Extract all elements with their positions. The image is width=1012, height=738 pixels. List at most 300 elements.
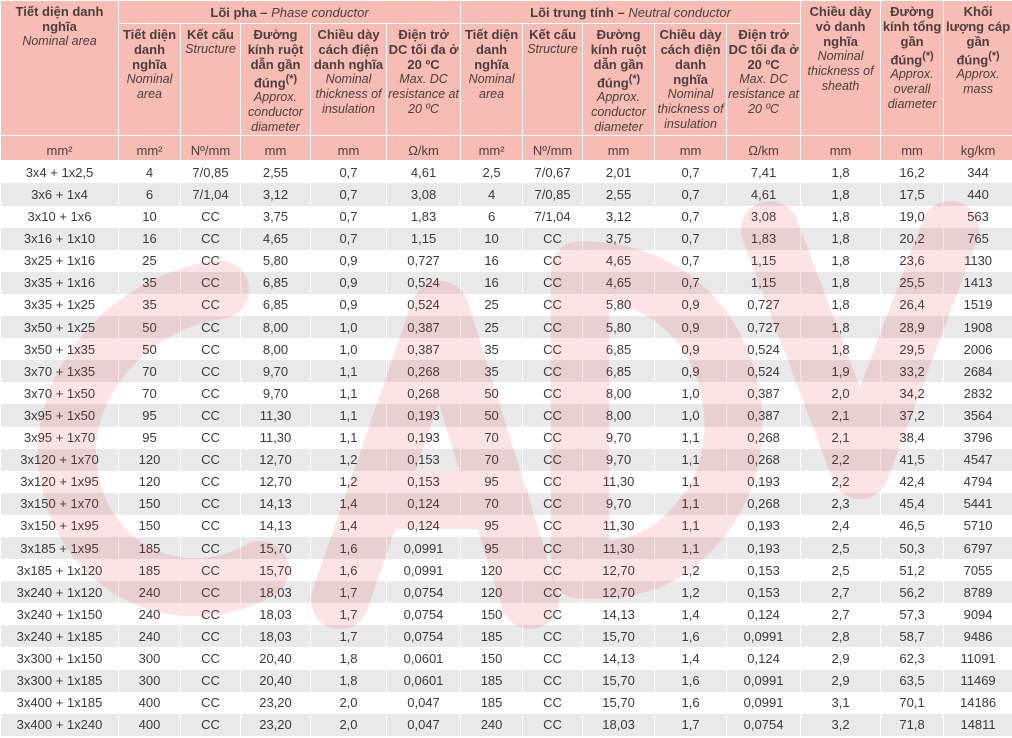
table-cell: 0,0601	[387, 647, 461, 669]
table-cell: 11,30	[583, 537, 655, 559]
table-cell: 4,61	[387, 161, 461, 184]
table-cell: 3x4 + 1x2,5	[1, 161, 119, 184]
table-cell: 1,1	[655, 471, 727, 493]
table-cell: 0,193	[727, 537, 801, 559]
table-cell: 8,00	[583, 404, 655, 426]
header-overall-diameter: Đường kính tổng gần đúng(*) Approx. overall diameter	[881, 1, 944, 136]
table-cell: 11,30	[241, 404, 311, 426]
table-cell: 8,00	[241, 338, 311, 360]
table-cell: 1,8	[801, 183, 881, 205]
table-cell: 0,727	[727, 316, 801, 338]
table-cell: 0,0991	[387, 559, 461, 581]
table-row	[1, 228, 1012, 250]
table-cell: 0,047	[387, 692, 461, 714]
table-cell: CC	[181, 427, 241, 449]
table-row	[1, 603, 1012, 625]
table-row	[1, 382, 1012, 404]
table-cell: CC	[181, 228, 241, 250]
table-row	[1, 338, 1012, 360]
table-cell: 15,70	[241, 537, 311, 559]
table-cell: 3x10 + 1x6	[1, 206, 119, 228]
table-cell: 1,8	[801, 228, 881, 250]
table-cell: 20,40	[241, 647, 311, 669]
table-cell: 70	[461, 427, 523, 449]
table-cell: 25	[119, 250, 181, 272]
table-cell: 0,7	[655, 183, 727, 205]
table-cell: 28,9	[881, 316, 944, 338]
table-cell: 5,80	[241, 250, 311, 272]
table-cell: CC	[523, 537, 583, 559]
table-cell: CC	[523, 338, 583, 360]
table-cell: 0,9	[655, 316, 727, 338]
table-cell: CC	[181, 250, 241, 272]
table-cell: 1,6	[655, 692, 727, 714]
table-cell: CC	[523, 581, 583, 603]
table-cell: 17,5	[881, 183, 944, 205]
table-cell: 0,124	[387, 515, 461, 537]
table-cell: 1,8	[801, 316, 881, 338]
table-cell: 8,00	[241, 316, 311, 338]
table-cell: 1,15	[387, 228, 461, 250]
table-cell: 95	[461, 471, 523, 493]
table-cell: 14186	[944, 692, 1012, 714]
table-row	[1, 471, 1012, 493]
table-cell: 3x70 + 1x50	[1, 382, 119, 404]
table-cell: 50,3	[881, 537, 944, 559]
table-cell: 120	[119, 471, 181, 493]
table-cell: 2,5	[801, 559, 881, 581]
table-cell: 3x150 + 1x70	[1, 493, 119, 515]
table-cell: 3x185 + 1x120	[1, 559, 119, 581]
table-cell: 1,2	[311, 449, 387, 471]
header-neutral-resistance: Điện trở DC tối đa ở 20 ºC Max. DC resistance at 20 ºC	[727, 24, 801, 136]
table-cell: 14,13	[583, 647, 655, 669]
table-cell: 1,0	[655, 382, 727, 404]
table-cell: 11091	[944, 647, 1012, 669]
table-cell: 1519	[944, 294, 1012, 316]
table-cell: 0,0991	[387, 537, 461, 559]
table-cell: 0,0991	[727, 670, 801, 692]
table-cell: 0,193	[727, 471, 801, 493]
table-cell: 0,7	[655, 161, 727, 184]
table-cell: 6,85	[583, 360, 655, 382]
table-cell: 1,15	[727, 272, 801, 294]
table-cell: 12,70	[583, 581, 655, 603]
table-cell: CC	[181, 581, 241, 603]
table-cell: 16	[119, 228, 181, 250]
table-cell: 41,5	[881, 449, 944, 471]
table-cell: 2,1	[801, 427, 881, 449]
table-cell: CC	[181, 559, 241, 581]
table-cell: 26,4	[881, 294, 944, 316]
table-cell: 1,15	[727, 250, 801, 272]
table-cell: 25	[461, 294, 523, 316]
table-cell: 16	[461, 250, 523, 272]
table-cell: 3x150 + 1x95	[1, 515, 119, 537]
table-cell: 1,8	[311, 647, 387, 669]
table-cell: 0,727	[387, 250, 461, 272]
table-cell: 20,2	[881, 228, 944, 250]
unit-cell: Nº/mm	[523, 136, 583, 161]
table-row	[1, 427, 1012, 449]
table-cell: 185	[119, 537, 181, 559]
table-cell: 23,20	[241, 714, 311, 736]
table-cell: CC	[523, 404, 583, 426]
table-row	[1, 250, 1012, 272]
table-cell: CC	[523, 250, 583, 272]
table-cell: 5,80	[583, 294, 655, 316]
table-cell: 20,40	[241, 670, 311, 692]
table-cell: 3x240 + 1x185	[1, 625, 119, 647]
table-row	[1, 183, 1012, 205]
table-cell: 150	[119, 515, 181, 537]
table-cell: 35	[119, 294, 181, 316]
table-cell: 23,6	[881, 250, 944, 272]
table-cell: CC	[523, 449, 583, 471]
table-cell: 0,9	[655, 338, 727, 360]
table-cell: 45,4	[881, 493, 944, 515]
table-cell: 1,8	[801, 272, 881, 294]
table-cell: 19,0	[881, 206, 944, 228]
table-cell: 1,6	[311, 559, 387, 581]
table-cell: 0,124	[727, 603, 801, 625]
table-cell: 3,1	[801, 692, 881, 714]
table-cell: 3x95 + 1x70	[1, 427, 119, 449]
table-cell: 4794	[944, 471, 1012, 493]
table-cell: 300	[119, 647, 181, 669]
table-cell: CC	[181, 404, 241, 426]
table-cell: CC	[523, 625, 583, 647]
unit-cell: mm	[311, 136, 387, 161]
table-cell: 0,9	[311, 294, 387, 316]
table-row	[1, 537, 1012, 559]
table-cell: 1,4	[655, 647, 727, 669]
table-row	[1, 515, 1012, 537]
table-cell: 6,85	[241, 272, 311, 294]
table-cell: 11,30	[241, 427, 311, 449]
table-cell: 58,7	[881, 625, 944, 647]
table-cell: 1,6	[311, 537, 387, 559]
table-cell: 1,2	[655, 559, 727, 581]
table-row	[1, 670, 1012, 692]
table-cell: 42,4	[881, 471, 944, 493]
table-cell: 1,1	[655, 427, 727, 449]
table-cell: 1,83	[387, 206, 461, 228]
table-cell: CC	[523, 382, 583, 404]
table-cell: 0,9	[311, 272, 387, 294]
table-cell: 4	[461, 183, 523, 205]
table-cell: 185	[119, 559, 181, 581]
table-cell: 0,0601	[387, 670, 461, 692]
table-cell: 0,047	[387, 714, 461, 736]
table-cell: 70	[119, 360, 181, 382]
table-cell: 1,83	[727, 228, 801, 250]
table-cell: 9,70	[583, 449, 655, 471]
table-row	[1, 449, 1012, 471]
table-cell: 0,727	[727, 294, 801, 316]
table-cell: 0,0991	[727, 692, 801, 714]
table-cell: CC	[523, 603, 583, 625]
table-cell: 10	[119, 206, 181, 228]
table-cell: 1,8	[801, 250, 881, 272]
table-cell: 3,75	[241, 206, 311, 228]
table-cell: 5710	[944, 515, 1012, 537]
table-cell: 8,00	[583, 382, 655, 404]
table-cell: 6797	[944, 537, 1012, 559]
unit-cell: mm	[655, 136, 727, 161]
table-row	[1, 581, 1012, 603]
table-cell: 0,7	[311, 183, 387, 205]
table-cell: CC	[523, 515, 583, 537]
table-row	[1, 316, 1012, 338]
table-cell: 3x240 + 1x150	[1, 603, 119, 625]
table-cell: 9094	[944, 603, 1012, 625]
table-row	[1, 714, 1012, 736]
table-cell: 50	[461, 382, 523, 404]
table-row	[1, 161, 1012, 184]
table-cell: 23,20	[241, 692, 311, 714]
table-cell: 14,13	[241, 493, 311, 515]
table-cell: 0,524	[727, 338, 801, 360]
table-cell: 16	[461, 272, 523, 294]
table-cell: 1,0	[311, 338, 387, 360]
table-cell: 3,12	[241, 183, 311, 205]
table-cell: 185	[461, 692, 523, 714]
unit-cell: mm	[881, 136, 944, 161]
table-cell: 0,193	[387, 404, 461, 426]
table-cell: 2,2	[801, 471, 881, 493]
header-nominal-area: Tiết diện danh nghĩa Nominal area	[1, 1, 119, 136]
table-cell: 0,7	[655, 272, 727, 294]
table-cell: 0,7	[311, 161, 387, 184]
table-cell: 2,0	[311, 692, 387, 714]
table-cell: 3x185 + 1x95	[1, 537, 119, 559]
header-phase-conductor: Lõi pha – Phase conductor	[119, 1, 461, 24]
table-cell: 2,1	[801, 404, 881, 426]
table-cell: 2,0	[311, 714, 387, 736]
table-cell: 18,03	[583, 714, 655, 736]
table-cell: 2,5	[461, 161, 523, 184]
table-cell: 3796	[944, 427, 1012, 449]
table-cell: 3,12	[583, 206, 655, 228]
table-cell: 3x240 + 1x120	[1, 581, 119, 603]
table-cell: 1,4	[311, 493, 387, 515]
table-cell: 1,1	[655, 515, 727, 537]
table-cell: CC	[523, 316, 583, 338]
table-row	[1, 493, 1012, 515]
table-cell: 150	[461, 647, 523, 669]
table-cell: 4,61	[727, 183, 801, 205]
table-cell: 1,6	[655, 670, 727, 692]
table-cell: 6	[119, 183, 181, 205]
table-cell: 7055	[944, 559, 1012, 581]
unit-cell: mm	[801, 136, 881, 161]
table-cell: 15,70	[583, 670, 655, 692]
table-cell: 10	[461, 228, 523, 250]
table-cell: 63,5	[881, 670, 944, 692]
header-neutral-conductor: Lõi trung tính – Neutral conductor	[461, 1, 801, 24]
table-cell: 2006	[944, 338, 1012, 360]
table-cell: 3,75	[583, 228, 655, 250]
table-cell: 7/0,67	[523, 161, 583, 184]
table-cell: 2,2	[801, 449, 881, 471]
table-cell: 0,124	[387, 493, 461, 515]
table-cell: 95	[461, 537, 523, 559]
table-cell: 35	[119, 272, 181, 294]
table-cell: CC	[181, 360, 241, 382]
table-cell: 3564	[944, 404, 1012, 426]
table-cell: 0,7	[655, 250, 727, 272]
table-cell: 185	[461, 625, 523, 647]
table-cell: 11,30	[583, 471, 655, 493]
table-cell: 300	[119, 670, 181, 692]
unit-cell: Nº/mm	[181, 136, 241, 161]
table-cell: 35	[461, 360, 523, 382]
table-row	[1, 404, 1012, 426]
table-cell: 57,3	[881, 603, 944, 625]
table-cell: 1,9	[801, 360, 881, 382]
unit-cell: kg/km	[944, 136, 1012, 161]
table-cell: 150	[461, 603, 523, 625]
header-neutral-structure: Kết cấu Structure	[523, 24, 583, 136]
header-neutral-conductor-diameter: Đường kính ruột dẫn gần đúng(*) Approx. conductor diameter	[583, 24, 655, 136]
table-cell: CC	[523, 714, 583, 736]
table-cell: 1908	[944, 316, 1012, 338]
table-cell: CC	[181, 471, 241, 493]
table-cell: 7/1,04	[523, 206, 583, 228]
table-cell: 400	[119, 692, 181, 714]
table-cell: 9,70	[583, 427, 655, 449]
table-cell: CC	[181, 382, 241, 404]
table-cell: 33,2	[881, 360, 944, 382]
table-cell: CC	[181, 206, 241, 228]
table-cell: 3x16 + 1x10	[1, 228, 119, 250]
table-cell: 2,0	[801, 382, 881, 404]
table-cell: 1,1	[655, 493, 727, 515]
unit-cell: mm	[241, 136, 311, 161]
table-cell: 240	[119, 603, 181, 625]
table-row	[1, 559, 1012, 581]
table-cell: CC	[181, 449, 241, 471]
unit-cell: Ω/km	[387, 136, 461, 161]
table-cell: 1,4	[311, 515, 387, 537]
unit-cell: mm²	[1, 136, 119, 161]
table-cell: 0,387	[727, 382, 801, 404]
table-cell: CC	[181, 692, 241, 714]
table-cell: CC	[523, 294, 583, 316]
table-cell: 1,7	[311, 625, 387, 647]
table-cell: 1130	[944, 250, 1012, 272]
table-cell: 0,268	[387, 360, 461, 382]
units-row	[1, 136, 1012, 161]
table-cell: 38,4	[881, 427, 944, 449]
table-cell: 0,0754	[387, 581, 461, 603]
table-cell: 6,85	[241, 294, 311, 316]
table-cell: 15,70	[583, 692, 655, 714]
table-cell: 0,268	[387, 382, 461, 404]
table-cell: 9,70	[241, 360, 311, 382]
table-cell: 1,8	[801, 206, 881, 228]
table-cell: 2,5	[801, 537, 881, 559]
table-cell: 46,5	[881, 515, 944, 537]
table-cell: 0,9	[655, 294, 727, 316]
table-cell: 5,80	[583, 316, 655, 338]
table-cell: 14811	[944, 714, 1012, 736]
table-cell: 2,9	[801, 670, 881, 692]
table-cell: 9486	[944, 625, 1012, 647]
table-cell: 7/0,85	[181, 161, 241, 184]
table-cell: 0,387	[387, 316, 461, 338]
unit-cell: mm	[583, 136, 655, 161]
table-cell: 71,8	[881, 714, 944, 736]
table-cell: 2,8	[801, 625, 881, 647]
table-cell: 3x400 + 1x240	[1, 714, 119, 736]
table-cell: 150	[119, 493, 181, 515]
table-cell: 1,8	[801, 338, 881, 360]
table-cell: 1,8	[311, 670, 387, 692]
table-cell: 56,2	[881, 581, 944, 603]
table-cell: 1,7	[311, 603, 387, 625]
table-cell: CC	[181, 670, 241, 692]
table-row	[1, 360, 1012, 382]
table-cell: 9,70	[241, 382, 311, 404]
table-cell: 35	[461, 338, 523, 360]
table-cell: CC	[181, 714, 241, 736]
header-cable-mass: Khối lượng cáp gần đúng(*) Approx. mass	[944, 1, 1012, 136]
table-cell: 0,0754	[727, 714, 801, 736]
table-cell: 3x95 + 1x50	[1, 404, 119, 426]
table-cell: CC	[181, 338, 241, 360]
table-cell: 0,153	[387, 471, 461, 493]
table-cell: 1,2	[311, 471, 387, 493]
table-cell: 0,524	[387, 272, 461, 294]
table-cell: 12,70	[241, 471, 311, 493]
table-cell: CC	[523, 559, 583, 581]
table-cell: 95	[119, 404, 181, 426]
table-cell: 400	[119, 714, 181, 736]
table-cell: 3,2	[801, 714, 881, 736]
table-cell: 50	[119, 338, 181, 360]
table-cell: 2832	[944, 382, 1012, 404]
table-cell: CC	[181, 647, 241, 669]
table-cell: 11469	[944, 670, 1012, 692]
table-cell: 29,5	[881, 338, 944, 360]
table-cell: 1,1	[311, 404, 387, 426]
table-cell: 0,124	[727, 647, 801, 669]
header-phase-conductor-diameter: Đường kính ruột dẫn gần đúng(*) Approx. conductor diameter	[241, 24, 311, 136]
table-cell: 3x300 + 1x150	[1, 647, 119, 669]
table-cell: 2684	[944, 360, 1012, 382]
table-cell: 0,7	[311, 228, 387, 250]
table-cell: 25,5	[881, 272, 944, 294]
table-cell: 2,7	[801, 581, 881, 603]
table-cell: 1,2	[655, 581, 727, 603]
table-cell: 0,7	[655, 228, 727, 250]
table-cell: 1,0	[311, 316, 387, 338]
table-body	[1, 161, 1012, 736]
table-cell: 1,7	[311, 581, 387, 603]
table-cell: 0,0991	[727, 625, 801, 647]
table-cell: 7/1,04	[181, 183, 241, 205]
header-neutral-insulation: Chiều dày cách điện danh nghĩa Nominal thickness of insulation	[655, 24, 727, 136]
table-cell: 3x6 + 1x4	[1, 183, 119, 205]
table-cell: 15,70	[241, 559, 311, 581]
table-cell: 18,03	[241, 603, 311, 625]
table-cell: 0,387	[727, 404, 801, 426]
table-cell: 12,70	[583, 559, 655, 581]
table-cell: CC	[523, 471, 583, 493]
table-cell: 95	[461, 515, 523, 537]
